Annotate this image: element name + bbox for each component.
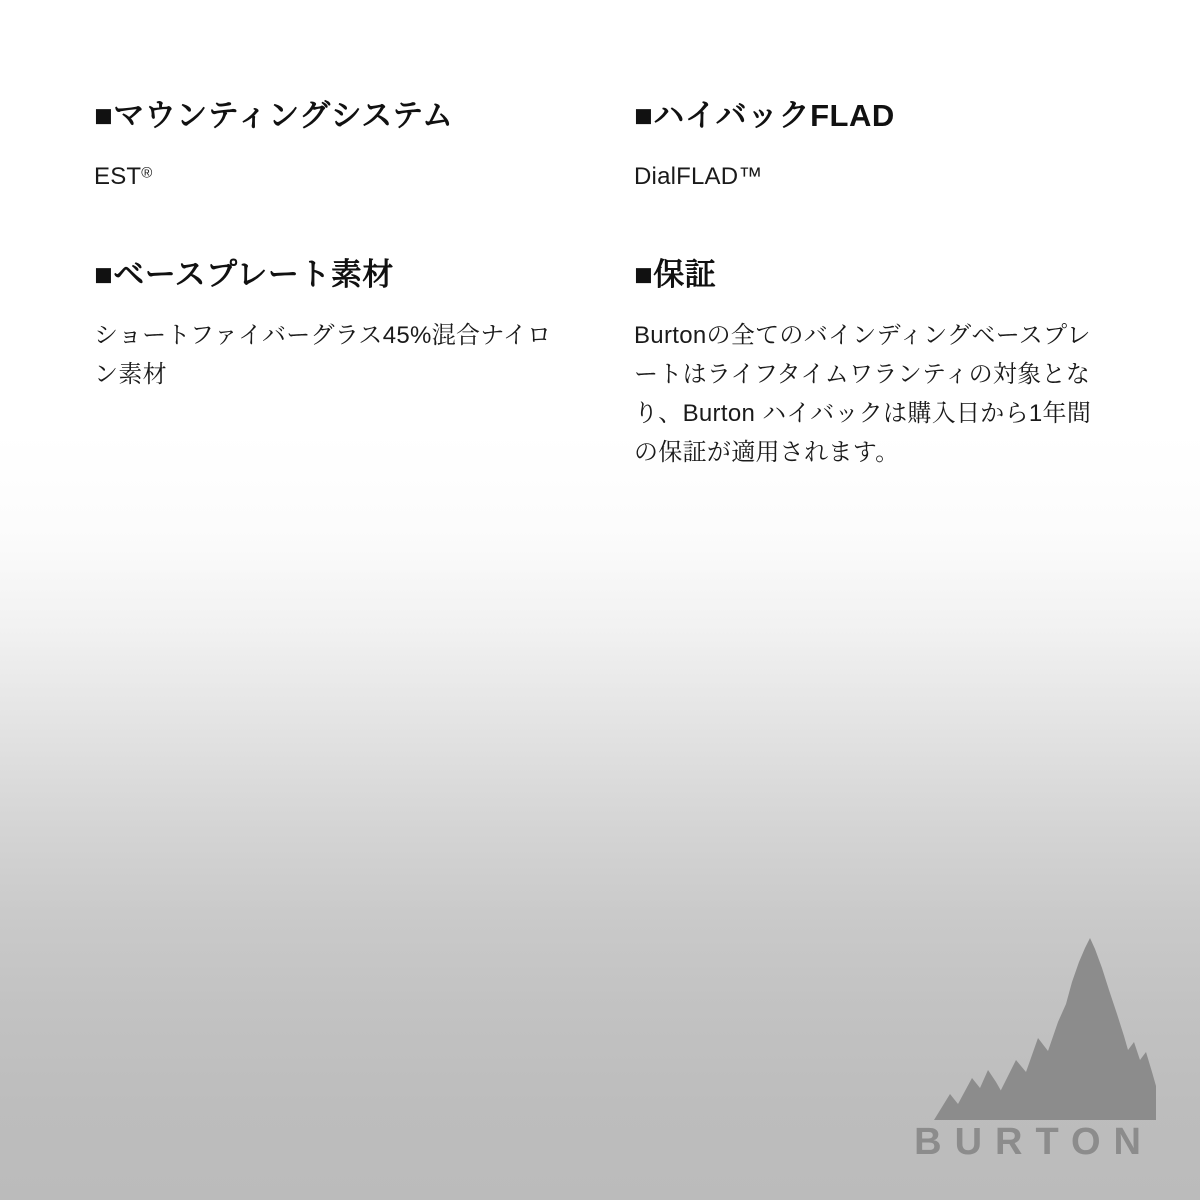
spec-block-mounting-system: [94, 96, 634, 197]
spec-grid: [94, 96, 1114, 473]
registered-trademark-symbol: ®: [141, 164, 153, 182]
spec-body-warranty: Burtonの全てのバインディングベースプレートはライフタイムワランティの対象となり、Burton ハイバックは購入日から1年間の保証が適用されます。: [634, 322, 1092, 467]
spec-body-highback-flad: DialFLAD™: [634, 163, 763, 191]
spec-title-warranty: ■保証: [634, 257, 717, 293]
spec-title-highback-flad: ■ハイバックFLAD: [634, 98, 895, 133]
spec-block-warranty: [634, 255, 1114, 473]
spec-body-mounting-system: [94, 158, 554, 197]
spec-body-text: EST: [94, 163, 142, 191]
spec-body-baseplate-material: ショートファイバーグラス45%混合ナイロン素材: [94, 322, 552, 389]
spec-title-mounting-system: ■マウンティングシステム: [94, 98, 454, 133]
spec-block-highback-flad: [634, 96, 1114, 197]
spec-block-baseplate-material: [94, 255, 634, 473]
spec-title-baseplate-material: ■ベースプレート素材: [94, 257, 394, 293]
burton-wordmark: BURTON: [914, 1121, 1154, 1163]
